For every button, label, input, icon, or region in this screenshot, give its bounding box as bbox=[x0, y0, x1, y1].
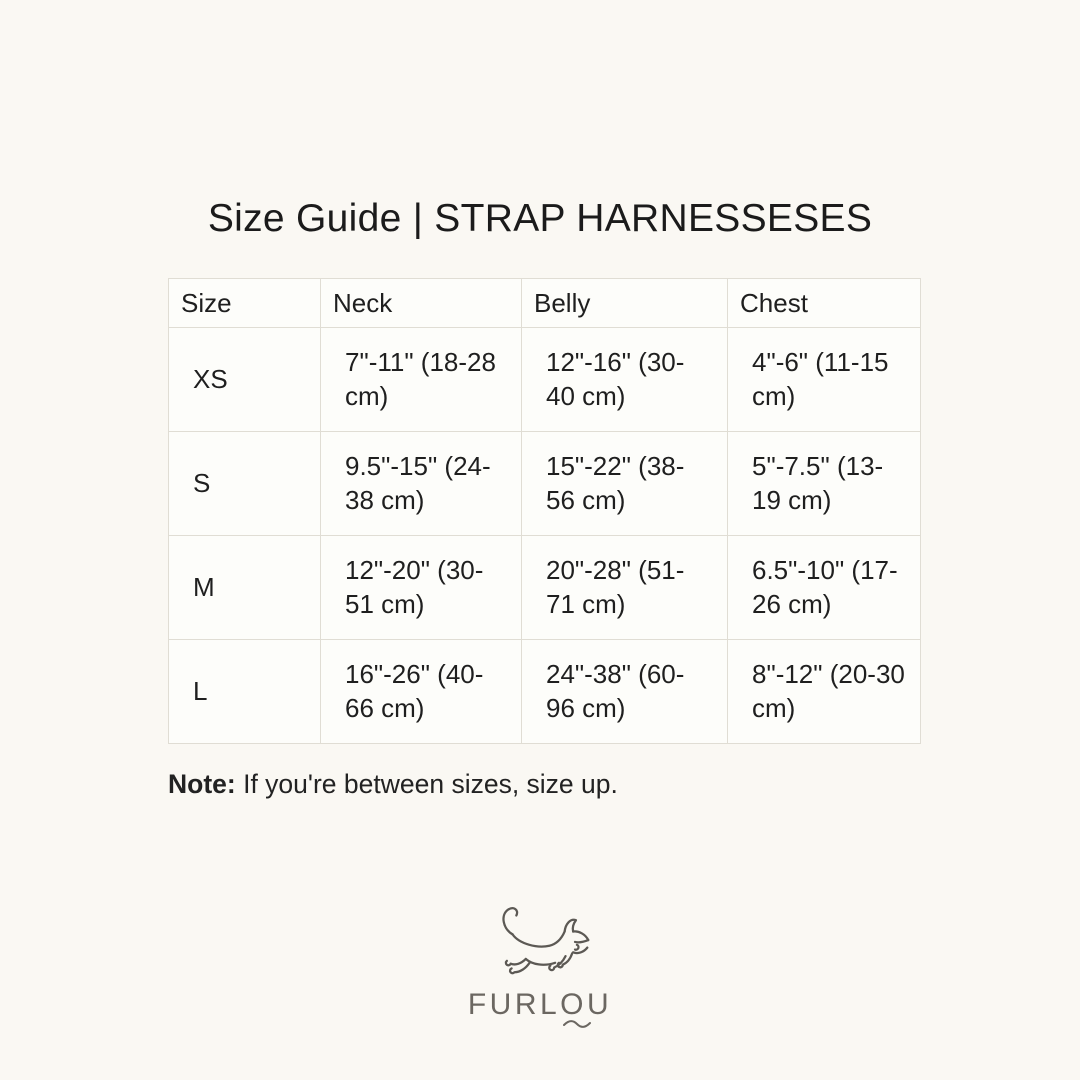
chest-value: 5"-7.5" (13-19 cm) bbox=[728, 432, 921, 536]
size-label: L bbox=[169, 640, 321, 744]
note-text: If you're between sizes, size up. bbox=[243, 769, 618, 799]
running-dog-icon bbox=[487, 902, 593, 980]
size-table-header bbox=[169, 279, 921, 328]
belly-value: 12"-16" (30-40 cm) bbox=[522, 328, 728, 432]
chest-value: 4"-6" (11-15 cm) bbox=[728, 328, 921, 432]
column-header-neck: Neck bbox=[321, 279, 522, 328]
size-label: XS bbox=[169, 328, 321, 432]
column-header-belly: Belly bbox=[522, 279, 728, 328]
neck-value: 12"-20" (30-51 cm) bbox=[321, 536, 522, 640]
neck-value: 16"-26" (40-66 cm) bbox=[321, 640, 522, 744]
chest-value: 8"-12" (20-30 cm) bbox=[728, 640, 921, 744]
table-row-l bbox=[169, 640, 921, 744]
brand-footer bbox=[0, 902, 1080, 1022]
belly-value: 20"-28" (51-71 cm) bbox=[522, 536, 728, 640]
wordmark-underline-swash-icon bbox=[563, 1019, 591, 1029]
sizing-note bbox=[168, 769, 618, 800]
table-row-m bbox=[169, 536, 921, 640]
size-label: M bbox=[169, 536, 321, 640]
size-table bbox=[168, 278, 921, 744]
note-label: Note: bbox=[168, 769, 236, 799]
belly-value: 15"-22" (38-56 cm) bbox=[522, 432, 728, 536]
column-header-size: Size bbox=[169, 279, 321, 328]
header-row bbox=[169, 279, 921, 328]
brand-wordmark-wrap bbox=[468, 988, 612, 1022]
size-label: S bbox=[169, 432, 321, 536]
neck-value: 9.5"-15" (24-38 cm) bbox=[321, 432, 522, 536]
size-table-body bbox=[169, 328, 921, 744]
brand-wordmark: FURLOU bbox=[467, 988, 613, 1021]
chest-value: 6.5"-10" (17-26 cm) bbox=[728, 536, 921, 640]
column-header-chest: Chest bbox=[728, 279, 921, 328]
neck-value: 7"-11" (18-28 cm) bbox=[321, 328, 522, 432]
belly-value: 24"-38" (60-96 cm) bbox=[522, 640, 728, 744]
table-row-s bbox=[169, 432, 921, 536]
page-title: Size Guide | STRAP HARNESSESES bbox=[207, 197, 873, 240]
table-row-xs bbox=[169, 328, 921, 432]
